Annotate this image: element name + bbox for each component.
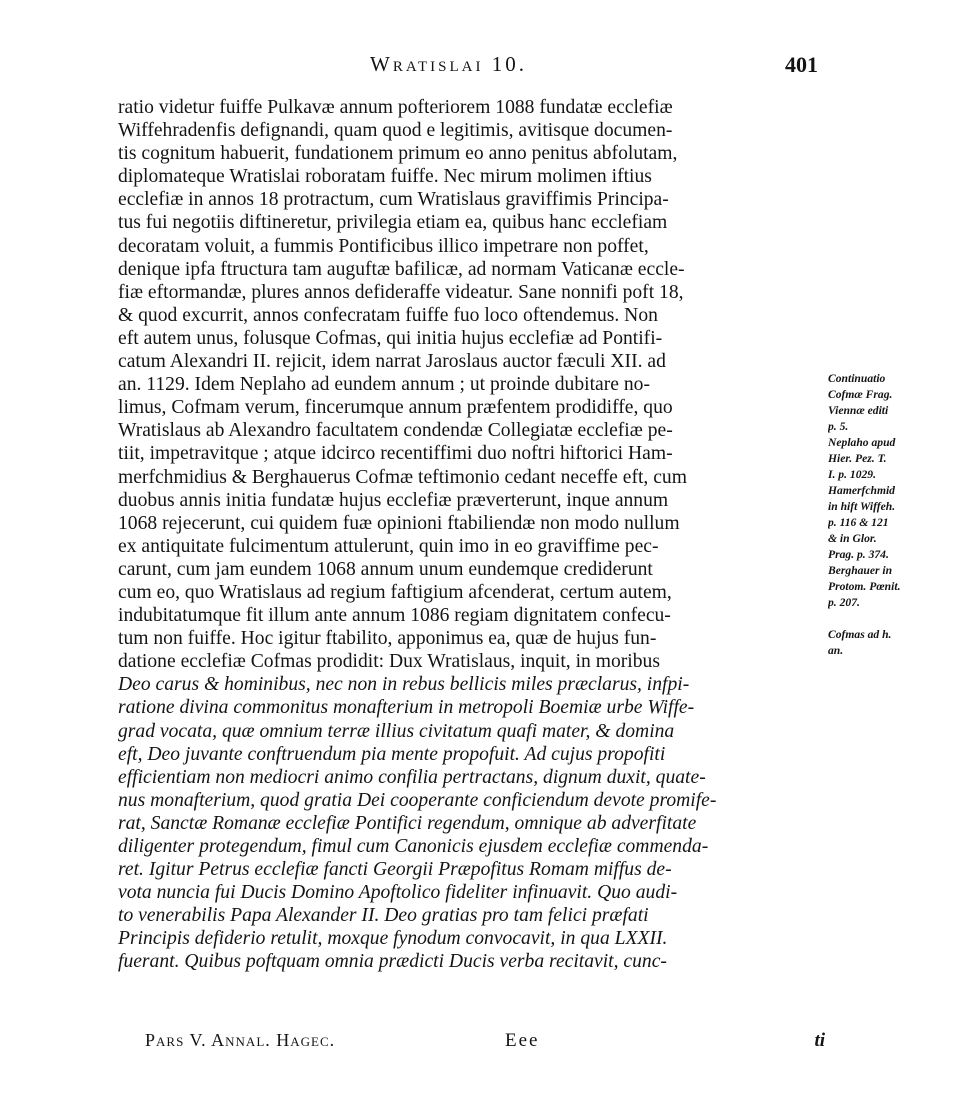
text-line: rat, Sanctæ Romanæ ecclefiæ Pontifici regendum, omnique ab adverfitate (118, 812, 697, 834)
margin-note: p. 116 & 121 (828, 516, 889, 529)
margin-note: Cofmas ad h. (828, 628, 892, 641)
text-line: 1068 rejecerunt, cui quidem fuæ opinioni ftabiliendæ non modo nullum (118, 512, 680, 534)
text-line: carunt, cum jam eundem 1068 annum unum eundemque crediderunt (118, 558, 653, 580)
margin-note: Neplaho apud (828, 436, 896, 449)
catchword: ti (814, 1030, 825, 1051)
text-line: ret. Igitur Petrus ecclefiæ fancti Georgii Præpofitus Romam miffus de- (118, 859, 672, 881)
text-line: to venerabilis Papa Alexander II. Deo gratias pro tam felici præfati (118, 905, 649, 927)
margin-note: Cofmæ Frag. (828, 388, 893, 401)
text-line: Wiffehradenfis defignandi, quam quod e legitimis, avitisque documen- (118, 120, 673, 142)
text-line: Deo carus & hominibus, nec non in rebus bellicis miles præclarus, infpi- (118, 674, 690, 696)
margin-note: p. 207. (828, 596, 860, 609)
running-head (118, 50, 818, 90)
margin-note: p. 5. (828, 420, 849, 433)
margin-notes (828, 372, 938, 660)
text-line: vota nuncia fui Ducis Domino Apoftolico fideliter infinuavit. Quo audi- (118, 882, 678, 904)
margin-note: I. p. 1029. (828, 468, 876, 481)
text-line: decoratam voluit, a fummis Pontificibus illico impetrare non poffet, (118, 235, 649, 257)
body-text (118, 96, 823, 974)
text-line: tum non fuiffe. Hoc igitur ftabilito, apponimus ea, quæ de hujus fun- (118, 628, 657, 650)
text-line: diligenter protegendum, fimul cum Canonicis ejusdem ecclefiæ commenda- (118, 836, 709, 857)
text-line: catum Alexandri II. rejicit, idem narrat Jaroslaus auctor fæculi XII. ad (118, 351, 666, 373)
text-line: datione ecclefiæ Cofmas prodidit: Dux Wratislaus, inquit, in moribus (118, 651, 660, 673)
text-line: grad vocata, quæ omnium terræ illius civitatum quafi mater, & domina (118, 720, 675, 742)
text-line: Principis defiderio retulit, moxque fynodum convocavit, in qua LXXII. (118, 928, 668, 950)
text-line: eft, Deo juvante conftruendum pia mente propofuit. Ad cujus propofiti (118, 743, 666, 765)
text-line: nus monafterium, quod gratia Dei cooperante conficiendum devote promife- (118, 789, 717, 811)
text-line: ecclefiæ in annos 18 protractum, cum Wratislaus graviffimis Principa- (118, 189, 669, 211)
text-line: & quod excurrit, annos confecratam fuiffe fuo loco oftendemus. Non (118, 304, 658, 326)
text-line: cum eo, quo Wratislaus ad regium faftigium afcenderat, certum autem, (118, 581, 672, 603)
page-footer (145, 1030, 825, 1056)
text-line: efficientiam non mediocri animo confilia pertractans, dignum duxit, quate- (118, 766, 706, 788)
margin-note: Protom. Pœnit. (828, 580, 901, 593)
text-line: eft autem unus, folusque Cofmas, qui initia hujus ecclefiæ ad Pontifi- (118, 327, 663, 349)
text-line: ex antiquitate fulcimentum attulerunt, quin imo in eo graviffime pec- (118, 535, 659, 557)
text-line: ratio videtur fuiffe Pulkavæ annum pofteriorem 1088 fundatæ ecclefiæ (118, 97, 673, 118)
margin-note: Hamerfchmid (828, 484, 895, 497)
margin-note (828, 612, 938, 626)
margin-note: Continuatio (828, 372, 886, 385)
text-line: fiæ eftormandæ, plures annos defideraffe videatur. Sane nonnifi poft 18, (118, 281, 684, 303)
page-number: 401 (785, 52, 818, 77)
margin-note: an. (828, 644, 844, 657)
text-line: diplomateque Wratislai roboratam fuiffe. Nec mirum molimen iftius (118, 166, 652, 188)
signature-line: Pars V. Annal. Hagec. (145, 1030, 336, 1050)
text-line: limus, Cofmam verum, fincerumque annum præfentem prodidiffe, quo (118, 397, 673, 419)
text-line: ratione divina commonitus monafterium in metropoli Boemiæ urbe Wiffe- (118, 697, 695, 719)
text-line: tiit, impetravitque ; atque idcirco recentiffimi duo noftri hiftorici Ham- (118, 443, 673, 465)
text-line: fuerant. Quibus poftquam omnia prædicti Ducis verba recitavit, cunc- (118, 951, 667, 973)
margin-note: Prag. p. 374. (828, 548, 889, 561)
text-line: duobus annis initia fundatæ hujus ecclefiæ præverterunt, inque annum (118, 489, 669, 511)
margin-note: & in Glor. (828, 532, 877, 545)
margin-note: Hier. Pez. T. (828, 452, 887, 465)
signature-mark: Eee (505, 1030, 540, 1051)
margin-note: Berghauer in (828, 564, 893, 577)
text-line: an. 1129. Idem Neplaho ad eundem annum ; ut proinde dubitare no- (118, 374, 650, 396)
text-line: merfchmidius & Berghauerus Cofmæ teftimonio cedant neceffe eft, cum (118, 466, 687, 488)
text-line: tis cognitum habuerit, fundationem primum eo anno penitus abfolutam, (118, 143, 678, 165)
text-line: tus fui negotiis diftineretur, privilegia etiam ea, quibus hanc ecclefiam (118, 212, 668, 234)
text-line: denique ipfa ftructura tam auguftæ bafilicæ, ad normam Vaticanæ eccle- (118, 258, 685, 280)
text-line: Wratislaus ab Alexandro facultatem condendæ Collegiatæ ecclefiæ pe- (118, 420, 673, 442)
text-line: indubitatumque fit illum ante annum 1086 regiam dignitatem confecu- (118, 605, 671, 627)
running-title: Wratislai 10. (370, 52, 527, 76)
margin-note: in hift Wiffeh. (828, 500, 896, 513)
margin-note: Viennæ editi (828, 404, 889, 417)
